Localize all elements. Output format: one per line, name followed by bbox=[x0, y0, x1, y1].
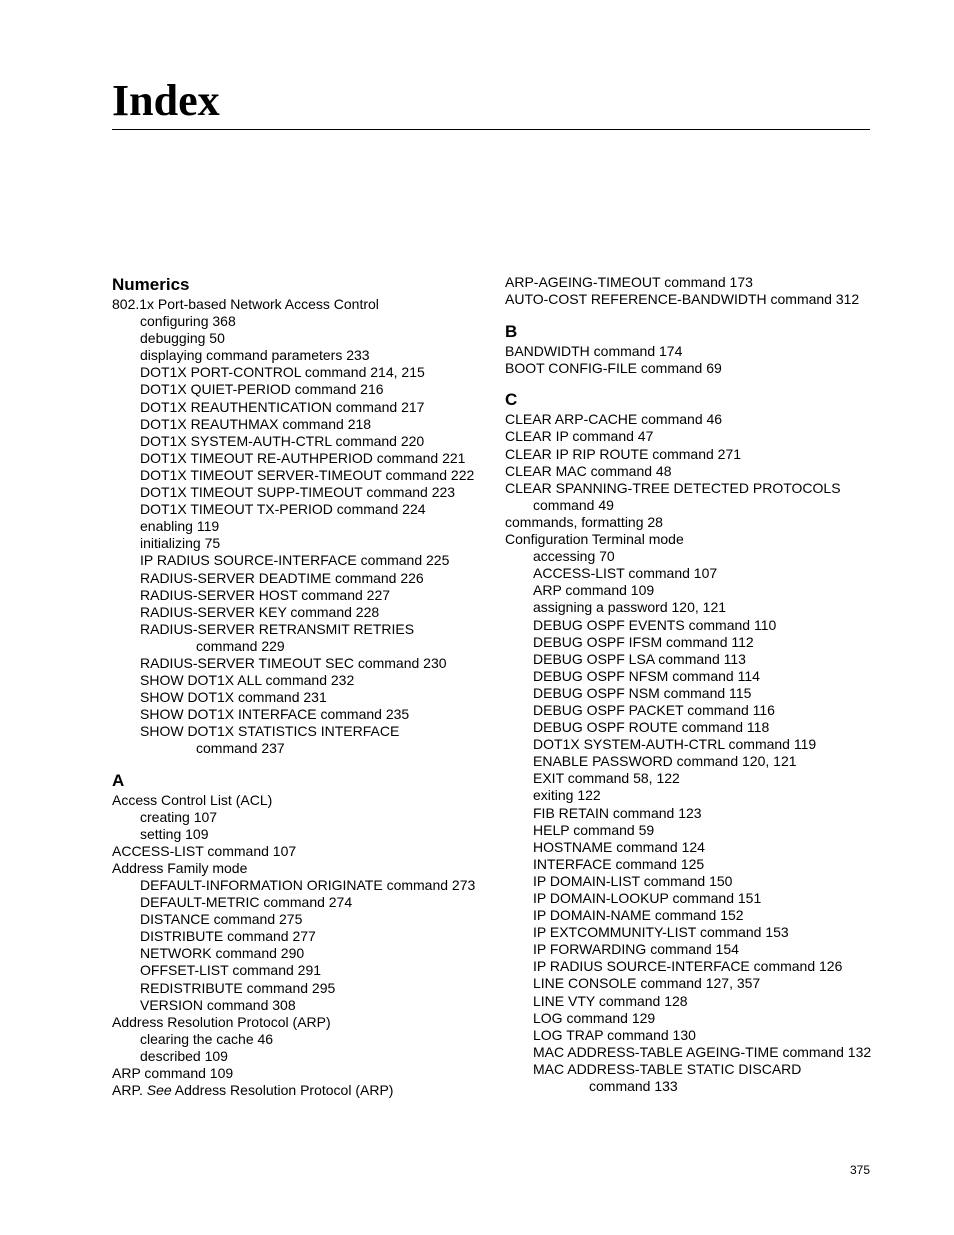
index-subentry-continuation: command 133 bbox=[589, 1078, 678, 1095]
index-entry: Address Resolution Protocol (ARP) bbox=[112, 1013, 331, 1030]
index-entry: ACCESS-LIST command 107 bbox=[112, 842, 297, 859]
index-section-a-continued bbox=[505, 274, 877, 308]
index-column-right bbox=[505, 274, 877, 1107]
index-subentry: accessing 70 bbox=[533, 548, 615, 565]
index-subentry: IP DOMAIN-NAME command 152 bbox=[533, 907, 744, 924]
index-entry: CLEAR IP RIP ROUTE command 271 bbox=[505, 445, 742, 462]
index-entry: 802.1x Port-based Network Access Control bbox=[112, 296, 379, 312]
index-subentry: enabling 119 bbox=[140, 518, 220, 535]
index-subentry: DEBUG OSPF LSA command 113 bbox=[533, 650, 746, 667]
index-subentry: DEBUG OSPF EVENTS command 110 bbox=[533, 616, 777, 633]
index-subentry: ENABLE PASSWORD command 120, 121 bbox=[533, 753, 797, 770]
index-subentry: DOT1X TIMEOUT RE-AUTHPERIOD command 221 bbox=[140, 449, 466, 466]
index-subentry: creating 107 bbox=[140, 808, 218, 825]
section-heading: B bbox=[505, 322, 518, 342]
index-entry: CLEAR SPANNING-TREE DETECTED PROTOCOLS bbox=[505, 479, 841, 496]
index-subentry: IP RADIUS SOURCE-INTERFACE command 126 bbox=[533, 958, 843, 975]
index-subentry: initializing 75 bbox=[140, 535, 221, 552]
index-subentry: MAC ADDRESS-TABLE STATIC DISCARD bbox=[533, 1060, 802, 1077]
index-entry: BANDWIDTH command 174 bbox=[505, 343, 683, 360]
index-subentry: RADIUS-SERVER RETRANSMIT RETRIES bbox=[140, 620, 415, 637]
index-subentry: RADIUS-SERVER TIMEOUT SEC command 230 bbox=[140, 654, 447, 671]
index-subentry: NETWORK command 290 bbox=[140, 945, 305, 962]
index-subentry: DOT1X PORT-CONTROL command 214, 215 bbox=[140, 364, 425, 381]
section-heading: C bbox=[505, 390, 518, 410]
index-subentry: ACCESS-LIST command 107 bbox=[533, 565, 718, 582]
index-subentry: DEBUG OSPF NFSM command 114 bbox=[533, 667, 760, 684]
index-subentry: DOT1X TIMEOUT SERVER-TIMEOUT command 222 bbox=[140, 466, 475, 483]
index-subentry: SHOW DOT1X STATISTICS INTERFACE bbox=[140, 723, 400, 740]
index-section-numerics bbox=[112, 274, 492, 758]
index-subentry: HOSTNAME command 124 bbox=[533, 838, 705, 855]
index-entry: CLEAR MAC command 48 bbox=[505, 462, 672, 479]
index-subentry: debugging 50 bbox=[140, 330, 225, 347]
index-subentry: DOT1X REAUTHMAX command 218 bbox=[140, 415, 372, 432]
index-section-b bbox=[505, 321, 877, 377]
index-subentry: FIB RETAIN command 123 bbox=[533, 804, 702, 821]
index-subentry: setting 109 bbox=[140, 825, 209, 842]
index-subentry: VERSION command 308 bbox=[140, 996, 296, 1013]
index-subentry: IP FORWARDING command 154 bbox=[533, 941, 739, 958]
index-subentry: MAC ADDRESS-TABLE AGEING-TIME command 132 bbox=[533, 1043, 872, 1060]
index-subentry-continuation: command 229 bbox=[196, 637, 285, 654]
section-heading: Numerics bbox=[112, 275, 190, 294]
see-target: Address Resolution Protocol (ARP) bbox=[171, 1082, 394, 1099]
index-subentry: IP EXTCOMMUNITY-LIST command 153 bbox=[533, 924, 789, 941]
index-subentry: LINE VTY command 128 bbox=[533, 992, 688, 1009]
index-subentry: SHOW DOT1X INTERFACE command 235 bbox=[140, 706, 410, 723]
index-entry: AUTO-COST REFERENCE-BANDWIDTH command 312 bbox=[505, 291, 860, 308]
index-subentry: configuring 368 bbox=[140, 313, 236, 330]
index-subentry: exiting 122 bbox=[533, 787, 601, 804]
index-entry: ARP command 109 bbox=[112, 1065, 234, 1082]
index-subentry: RADIUS-SERVER DEADTIME command 226 bbox=[140, 569, 424, 586]
index-subentry: described 109 bbox=[140, 1047, 228, 1064]
index-subentry: ARP command 109 bbox=[533, 582, 655, 599]
index-column-left bbox=[112, 274, 492, 1111]
index-subentry: REDISTRIBUTE command 295 bbox=[140, 979, 336, 996]
index-subentry: DISTRIBUTE command 277 bbox=[140, 928, 316, 945]
index-subentry: DOT1X TIMEOUT SUPP-TIMEOUT command 223 bbox=[140, 484, 456, 501]
index-subentry: DOT1X QUIET-PERIOD command 216 bbox=[140, 381, 384, 398]
section-heading: A bbox=[112, 770, 125, 790]
index-entry: CLEAR ARP-CACHE command 46 bbox=[505, 411, 723, 428]
index-entry-see-reference bbox=[112, 1082, 492, 1099]
page-title: Index bbox=[112, 76, 220, 125]
index-subentry: HELP command 59 bbox=[533, 821, 655, 838]
index-subentry: DOT1X REAUTHENTICATION command 217 bbox=[140, 398, 425, 415]
index-entry: ARP-AGEING-TIMEOUT command 173 bbox=[505, 274, 753, 290]
index-subentry: LOG TRAP command 130 bbox=[533, 1026, 696, 1043]
index-subentry: SHOW DOT1X command 231 bbox=[140, 689, 327, 706]
title-rule bbox=[112, 129, 870, 130]
index-subentry: IP RADIUS SOURCE-INTERFACE command 225 bbox=[140, 552, 450, 569]
index-entry: BOOT CONFIG-FILE command 69 bbox=[505, 360, 722, 377]
index-subentry: IP DOMAIN-LOOKUP command 151 bbox=[533, 890, 762, 906]
index-subentry: LINE CONSOLE command 127, 357 bbox=[533, 975, 761, 992]
index-subentry: assigning a password 120, 121 bbox=[533, 599, 727, 616]
index-subentry: DEBUG OSPF ROUTE command 118 bbox=[533, 719, 770, 736]
index-subentry: DOT1X TIMEOUT TX-PERIOD command 224 bbox=[140, 501, 426, 518]
index-subentry: DISTANCE command 275 bbox=[140, 911, 303, 928]
see-label: See bbox=[146, 1082, 172, 1099]
index-section-c bbox=[505, 389, 877, 1095]
index-entry: Configuration Terminal mode bbox=[505, 531, 684, 548]
index-subentry: DOT1X SYSTEM-AUTH-CTRL command 119 bbox=[533, 736, 817, 753]
index-subentry: DEBUG OSPF PACKET command 116 bbox=[533, 701, 775, 718]
index-entry: CLEAR IP command 47 bbox=[505, 428, 654, 445]
index-subentry: DOT1X SYSTEM-AUTH-CTRL command 220 bbox=[140, 432, 425, 449]
index-entry: Access Control List (ACL) bbox=[112, 791, 273, 808]
index-subentry: LOG command 129 bbox=[533, 1009, 656, 1026]
index-subentry: DEFAULT-METRIC command 274 bbox=[140, 894, 353, 911]
index-subentry: EXIT command 58, 122 bbox=[533, 770, 680, 787]
see-prefix: ARP. bbox=[112, 1082, 147, 1099]
index-subentry: clearing the cache 46 bbox=[140, 1030, 274, 1047]
index-subentry: RADIUS-SERVER HOST command 227 bbox=[140, 586, 391, 603]
index-entry: commands, formatting 28 bbox=[505, 513, 663, 530]
index-subentry: INTERFACE command 125 bbox=[533, 855, 705, 872]
index-subentry: displaying command parameters 233 bbox=[140, 347, 370, 364]
index-subentry: DEBUG OSPF NSM command 115 bbox=[533, 684, 752, 701]
index-subentry: DEBUG OSPF IFSM command 112 bbox=[533, 633, 754, 650]
index-entry-continuation: command 49 bbox=[533, 496, 614, 513]
index-subentry: RADIUS-SERVER KEY command 228 bbox=[140, 603, 380, 620]
index-subentry: OFFSET-LIST command 291 bbox=[140, 962, 322, 979]
index-subentry-continuation: command 237 bbox=[196, 740, 285, 757]
index-subentry: SHOW DOT1X ALL command 232 bbox=[140, 672, 355, 689]
index-entry: Address Family mode bbox=[112, 859, 248, 876]
index-subentry: DEFAULT-INFORMATION ORIGINATE command 273 bbox=[140, 877, 476, 893]
index-section-a bbox=[112, 770, 492, 1100]
page-number: 375 bbox=[850, 1163, 871, 1177]
index-subentry: IP DOMAIN-LIST command 150 bbox=[533, 872, 733, 889]
